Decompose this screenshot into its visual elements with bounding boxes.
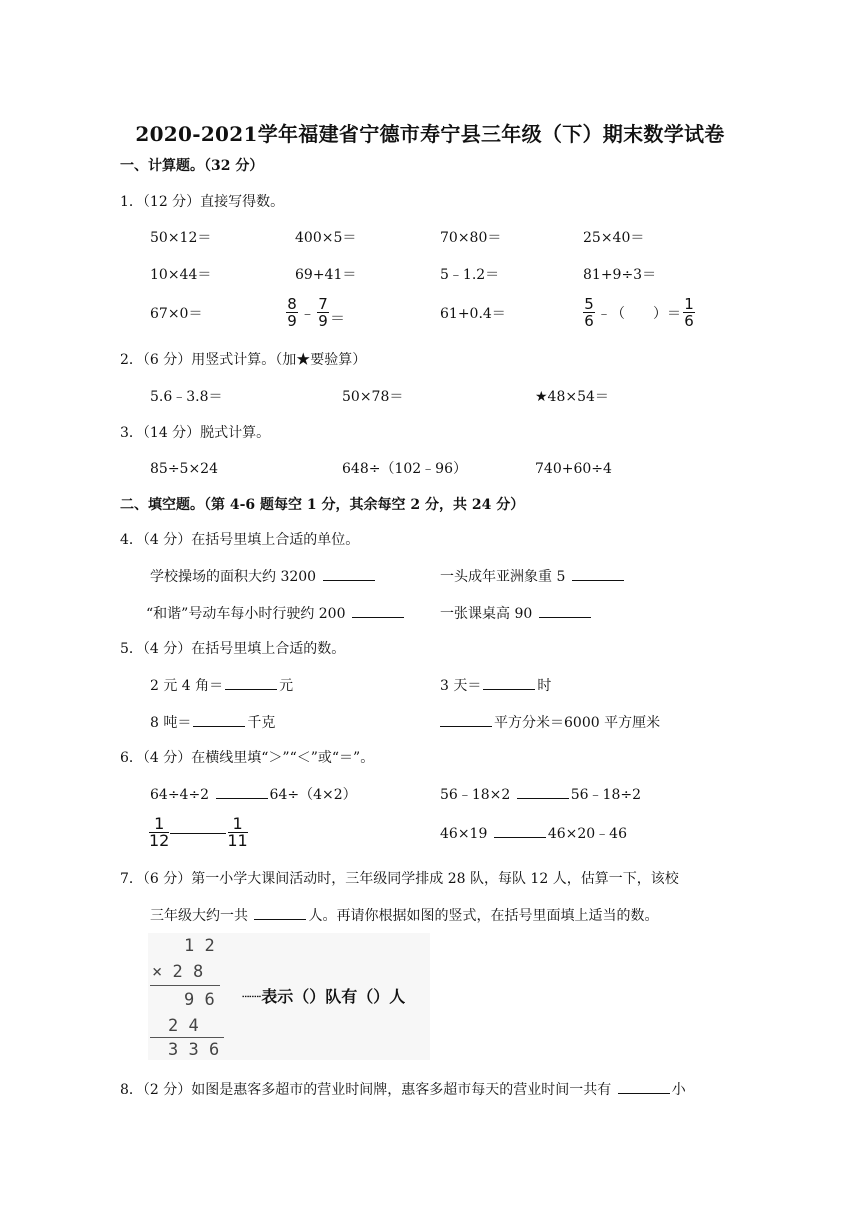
- q1-item: 50×12＝: [150, 230, 212, 246]
- q5-item: [440, 713, 660, 732]
- q1-item: 10×44＝: [150, 267, 212, 283]
- fraction-denominator: 9: [318, 312, 328, 330]
- q6-text: 46×20﹣46: [547, 826, 627, 842]
- calc-row: 2 4: [168, 1016, 199, 1036]
- q1-stem: 1．（12 分）直接写得数。: [120, 194, 285, 210]
- q1-item: 25×40＝: [583, 230, 645, 246]
- q5-text: 千克: [247, 715, 276, 731]
- q6-text: 64÷（4×2）: [269, 787, 357, 803]
- q7-text: 人。再请你根据如图的竖式，在括号里面填上适当的数。: [308, 908, 659, 924]
- answer-blank[interactable]: [193, 713, 245, 727]
- answer-blank[interactable]: [517, 785, 569, 799]
- q6-text: 56﹣18÷2: [570, 787, 642, 803]
- answer-blank[interactable]: [254, 906, 306, 920]
- q5-text: 元: [279, 678, 294, 694]
- q4-item: [440, 567, 626, 586]
- q4-item: [146, 604, 406, 623]
- calc-note: ┈┈表示（）队有（）人: [242, 987, 406, 1006]
- section-2-heading: 二、填空题。（第 4-6 题每空 1 分，其余每空 2 分，共 24 分）: [120, 497, 525, 513]
- q1-item: 81+9÷3＝: [583, 267, 657, 283]
- q6-text: 56﹣18×2: [440, 787, 511, 803]
- q1-fraction-expression: [286, 297, 345, 328]
- q8-text: 8．（2 分）如图是惠客多超市的营业时间牌，惠客多超市每天的营业时间一共有: [120, 1082, 612, 1098]
- q6-item: [440, 785, 641, 804]
- fraction-numerator: 8: [287, 295, 297, 313]
- answer-blank[interactable]: [494, 824, 546, 838]
- q2-item: 5.6﹣3.8＝: [150, 389, 223, 405]
- q6-stem: 6．（4 分）在横线里填“＞”“＜”或“＝”。: [120, 750, 375, 766]
- fraction-numerator: 5: [584, 295, 594, 313]
- fraction-numerator: 7: [318, 295, 328, 313]
- q8-text: 小: [671, 1082, 686, 1098]
- q5-item: [440, 676, 551, 695]
- fraction-numerator: 1: [232, 814, 243, 833]
- q7-text: 三年级大约一共: [150, 908, 248, 924]
- q3-stem: 3．（14 分）脱式计算。: [120, 425, 271, 441]
- q6-fraction-compare: [148, 814, 249, 850]
- answer-blank[interactable]: [323, 567, 375, 581]
- section-1-heading: 一、计算题。（32 分）: [120, 158, 264, 174]
- answer-blank[interactable]: [216, 785, 268, 799]
- calc-row: × 2 8: [152, 962, 204, 982]
- q6-text: 46×19: [440, 826, 488, 842]
- q4-text: 一头成年亚洲象重 5: [440, 569, 566, 585]
- q5-item: [150, 676, 293, 695]
- fraction-numerator: 1: [154, 814, 165, 833]
- calc-row: 9 6: [184, 990, 215, 1010]
- q5-text: 8 吨＝: [150, 715, 192, 731]
- q1-item: 67×0＝: [150, 306, 203, 322]
- q8-stem: [120, 1080, 686, 1099]
- q7-stem-line-1: 7．（6 分）第一小学大课间活动时，三年级同学排成 28 队，每队 12 人，估算一下，该校: [120, 871, 679, 887]
- answer-blank[interactable]: [539, 604, 591, 618]
- fraction-denominator: 6: [584, 312, 594, 330]
- q4-item: [150, 567, 377, 586]
- q5-item: [150, 713, 275, 732]
- fraction-denominator: 11: [227, 831, 248, 850]
- q7-stem-line-2: [150, 906, 658, 925]
- q1-item: 5﹣1.2＝: [440, 267, 500, 283]
- q3-item: 648÷（102﹣96）: [342, 461, 467, 477]
- answer-blank[interactable]: [483, 676, 535, 690]
- q1-fraction-expression: [583, 297, 695, 328]
- answer-blank[interactable]: [170, 833, 226, 834]
- q6-item: [440, 824, 627, 843]
- q6-item: [150, 785, 357, 804]
- q6-text: 64÷4÷2: [150, 787, 210, 803]
- equals-sign: ＝: [330, 309, 346, 327]
- q2-item: ★48×54＝: [535, 389, 609, 405]
- calc-line: [150, 985, 220, 986]
- q4-item: [440, 604, 593, 623]
- q5-text: 时: [537, 678, 552, 694]
- calc-line: [150, 1037, 224, 1038]
- vertical-multiplication-figure: [148, 933, 430, 1060]
- page-title: 2020-2021学年福建省宁德市寿宁县三年级（下）期末数学试卷: [135, 122, 725, 146]
- answer-blank[interactable]: [352, 604, 404, 618]
- q5-text: 2 元 4 角＝: [150, 678, 224, 694]
- q2-item: 50×78＝: [342, 389, 404, 405]
- q3-item: 85÷5×24: [150, 461, 218, 477]
- q3-item: 740+60÷4: [535, 461, 612, 477]
- fraction-denominator: 12: [149, 831, 170, 850]
- q4-stem: 4．（4 分）在括号里填上合适的单位。: [120, 532, 360, 548]
- q1-item: 400×5＝: [295, 230, 357, 246]
- fraction-numerator: 1: [684, 295, 694, 313]
- answer-blank[interactable]: [572, 567, 624, 581]
- q1-item: 69+41＝: [295, 267, 357, 283]
- q5-stem: 5．（4 分）在括号里填上合适的数。: [120, 641, 346, 657]
- operator: ﹣: [300, 304, 316, 322]
- operator: ﹣（ ）＝: [597, 305, 681, 322]
- answer-blank[interactable]: [225, 676, 277, 690]
- q1-item: 61+0.4＝: [440, 306, 506, 322]
- q1-item: 70×80＝: [440, 230, 502, 246]
- calc-row: 1 2: [184, 936, 215, 956]
- q4-text: 学校操场的面积大约 3200: [150, 569, 317, 585]
- q2-stem: 2．（6 分）用竖式计算。（加★要验算）: [120, 352, 367, 368]
- q4-text: “和谐”号动车每小时行驶约 200: [146, 606, 346, 622]
- fraction-denominator: 6: [684, 312, 694, 330]
- answer-blank[interactable]: [440, 713, 492, 727]
- calc-row: 3 3 6: [168, 1040, 220, 1060]
- answer-blank[interactable]: [618, 1080, 670, 1094]
- q5-text: 平方分米＝6000 平方厘米: [494, 715, 661, 731]
- q4-text: 一张课桌高 90: [440, 606, 533, 622]
- q5-text: 3 天＝: [440, 678, 482, 694]
- fraction-denominator: 9: [287, 312, 297, 330]
